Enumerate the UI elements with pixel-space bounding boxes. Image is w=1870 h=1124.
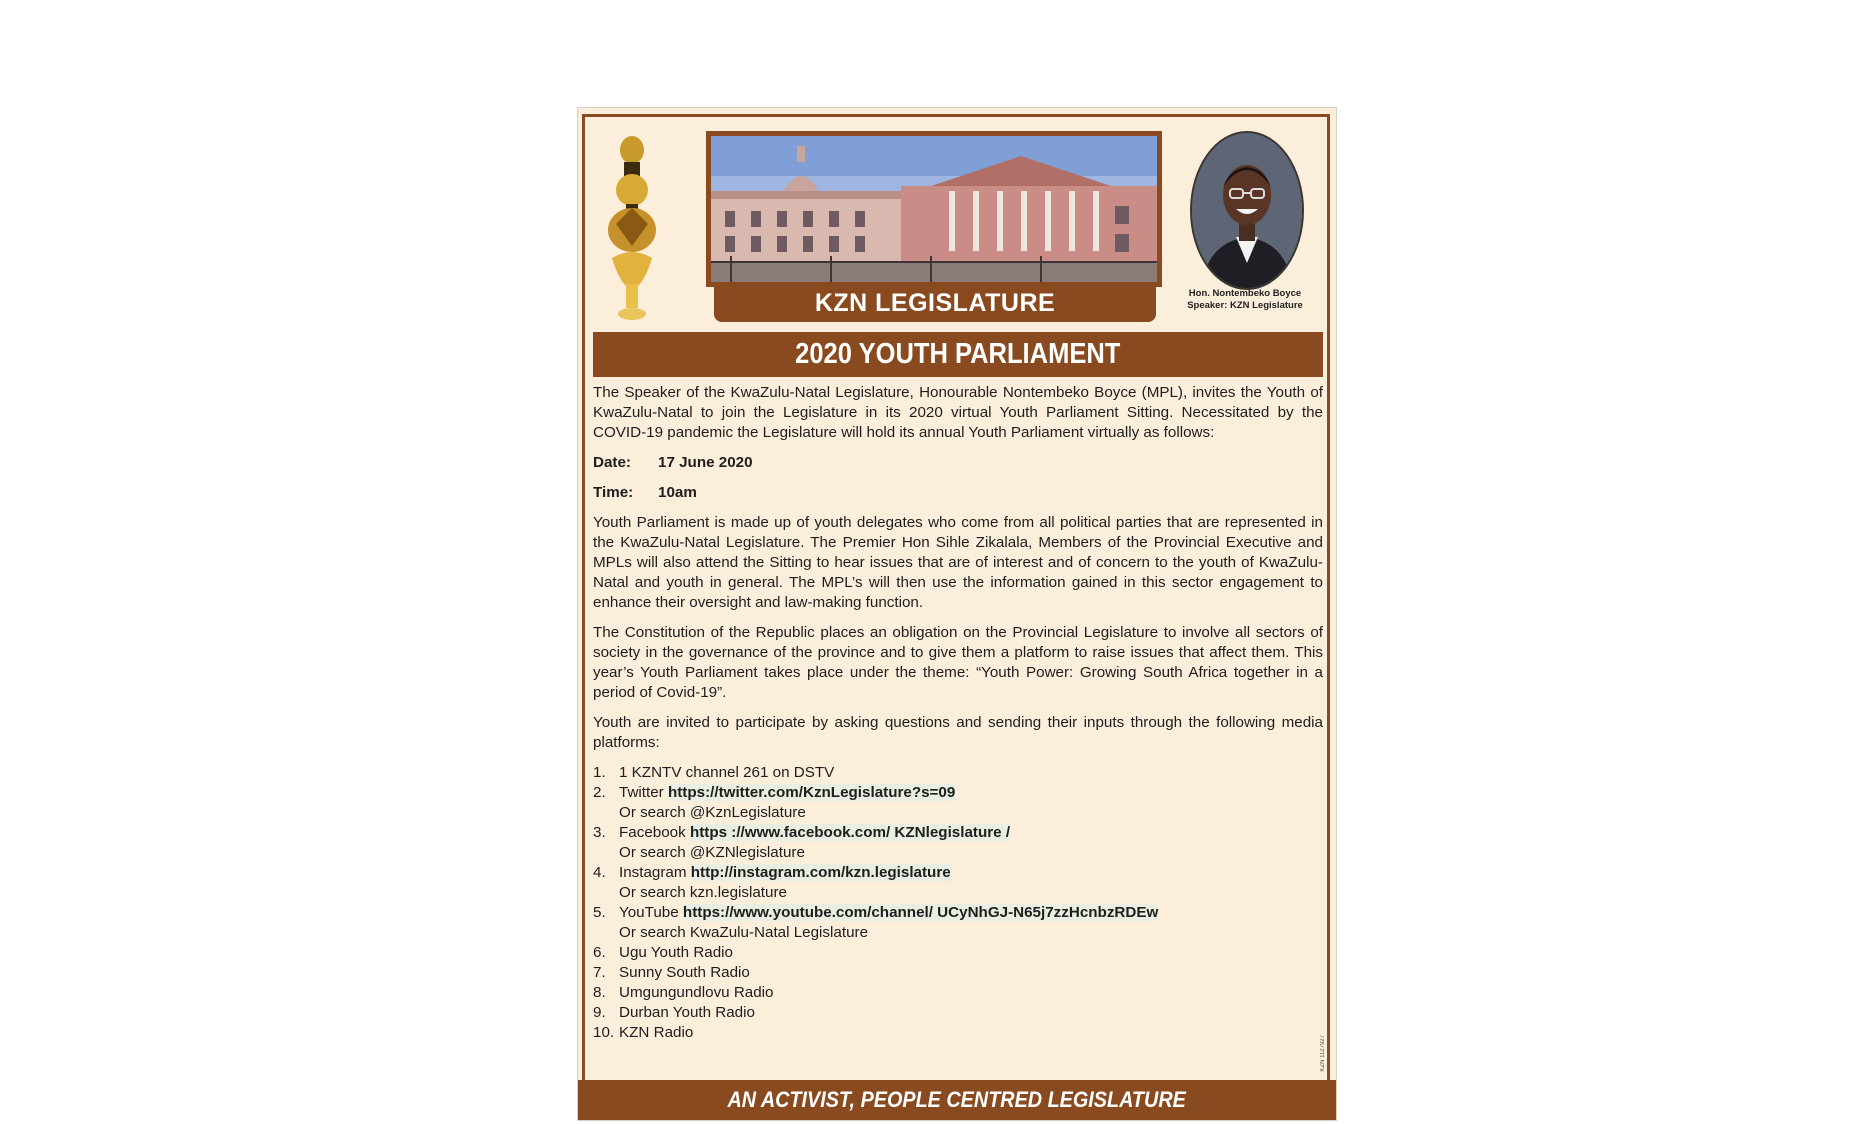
page-title — [593, 332, 1323, 377]
platform-name: 1 KZNTV channel 261 on DSTV — [619, 764, 835, 781]
list-number: 7. — [593, 964, 606, 981]
constitution-paragraph: The Constitution of the Republic places an obligation on the Provincial Legislature to involve all sectors of society in the governance of the province and to give them a platform to raise issues that affect them. This year’s Youth Parliament takes place under the theme: “Youth Power: Growing South Africa together in a period of Covid-19”. — [593, 624, 1323, 701]
speaker-portrait — [1190, 131, 1304, 290]
list-number: 5. — [593, 904, 606, 921]
platform-list — [593, 763, 1323, 1043]
list-number: 8. — [593, 984, 606, 1001]
platform-name: Sunny South Radio — [619, 964, 750, 981]
list-number: 2. — [593, 784, 606, 801]
list-number: 6. — [593, 944, 606, 961]
search-hint: Or search @KznLegislature — [619, 804, 806, 821]
invite-paragraph: Youth are invited to participate by asking questions and sending their inputs through the following media platforms: — [593, 714, 1323, 751]
intro-paragraph: The Speaker of the KwaZulu-Natal Legislature, Honourable Nontembeko Boyce (MPL), invites the Youth of KwaZulu-Natal to join the Legislature in its 2020 virtual Youth Parliament Sitting. Necessitated by the COVID-19 pandemic the Legislature will hold its annual Youth Parliament virtually as follows: — [593, 384, 1323, 441]
list-item — [593, 763, 1323, 783]
list-item — [593, 1023, 1323, 1043]
footer-slogan — [578, 1080, 1336, 1120]
event-date — [593, 453, 1323, 473]
delegates-paragraph: Youth Parliament is made up of youth delegates who come from all political parties that are represented in the KwaZulu-Natal Legislature. The Premier Hon Sihle Zikalala, Members of the Provincial Executive and MPLs will also attend the Sitting to hear issues that are of interest and of concern to the youth of KwaZulu-Natal and youth in general. The MPL’s will then use the information gained in this sector engagement to enhance their oversight and law-making function. — [593, 514, 1323, 611]
list-number: 4. — [593, 864, 606, 881]
footer-slogan-text: AN ACTIVIST, PEOPLE CENTRED LEGISLATURE — [727, 1087, 1187, 1112]
platform-name: Umgungundlovu Radio — [619, 984, 774, 1001]
speaker-title: Speaker: KZN Legislature — [1187, 300, 1303, 311]
list-number: 3. — [593, 824, 606, 841]
legislature-building-photo — [706, 131, 1162, 287]
youtube-link[interactable]: https://www.youtube.com/channel/ UCyNhGJ-N65j7zzHcnbzRDEw — [682, 904, 1159, 921]
platform-name: KZN Radio — [619, 1024, 694, 1041]
list-item — [593, 823, 1323, 863]
speaker-caption — [1170, 288, 1320, 312]
search-hint: Or search @KZNlegislature — [619, 844, 805, 861]
time-label: Time: — [593, 484, 634, 501]
platform-name: Instagram — [619, 864, 687, 881]
list-item — [593, 1003, 1323, 1023]
list-number: 1. — [593, 764, 606, 781]
speaker-name: Hon. Nontembeko Boyce — [1188, 288, 1302, 299]
platform-name: Facebook — [619, 824, 686, 841]
time-value: 10am — [658, 484, 697, 501]
list-number: 10. — [593, 1024, 615, 1041]
list-item — [593, 983, 1323, 1003]
list-item — [593, 943, 1323, 963]
date-value: 17 June 2020 — [658, 454, 753, 471]
date-label: Date: — [593, 454, 631, 471]
page-title-text: 2020 YOUTH PARLIAMENT — [795, 338, 1121, 370]
list-item — [593, 963, 1323, 983]
search-hint: Or search KwaZulu-Natal Legislature — [619, 924, 869, 941]
platform-name: Durban Youth Radio — [619, 1004, 755, 1021]
twitter-link[interactable]: https://twitter.com/KznLegislature?s=09 — [667, 784, 956, 801]
reference-code: KZN 1127927 — [1320, 1035, 1326, 1072]
list-item — [593, 903, 1323, 943]
facebook-link[interactable]: https ://www.facebook.com/ KZNlegislature / — [689, 824, 1011, 841]
platform-name: YouTube — [619, 904, 679, 921]
platform-name: Twitter — [619, 784, 664, 801]
list-item — [593, 863, 1323, 903]
advert-body — [593, 383, 1323, 1043]
list-number: 9. — [593, 1004, 606, 1021]
instagram-link[interactable]: http://instagram.com/kzn.legislature — [690, 864, 951, 881]
list-item — [593, 783, 1323, 823]
mace-emblem — [602, 128, 662, 324]
search-hint: Or search kzn.legislature — [619, 884, 787, 901]
platform-name: Ugu Youth Radio — [619, 944, 734, 961]
legislature-banner: KZN LEGISLATURE — [714, 284, 1156, 322]
event-time — [593, 483, 1323, 503]
advert-page — [577, 107, 1337, 1121]
